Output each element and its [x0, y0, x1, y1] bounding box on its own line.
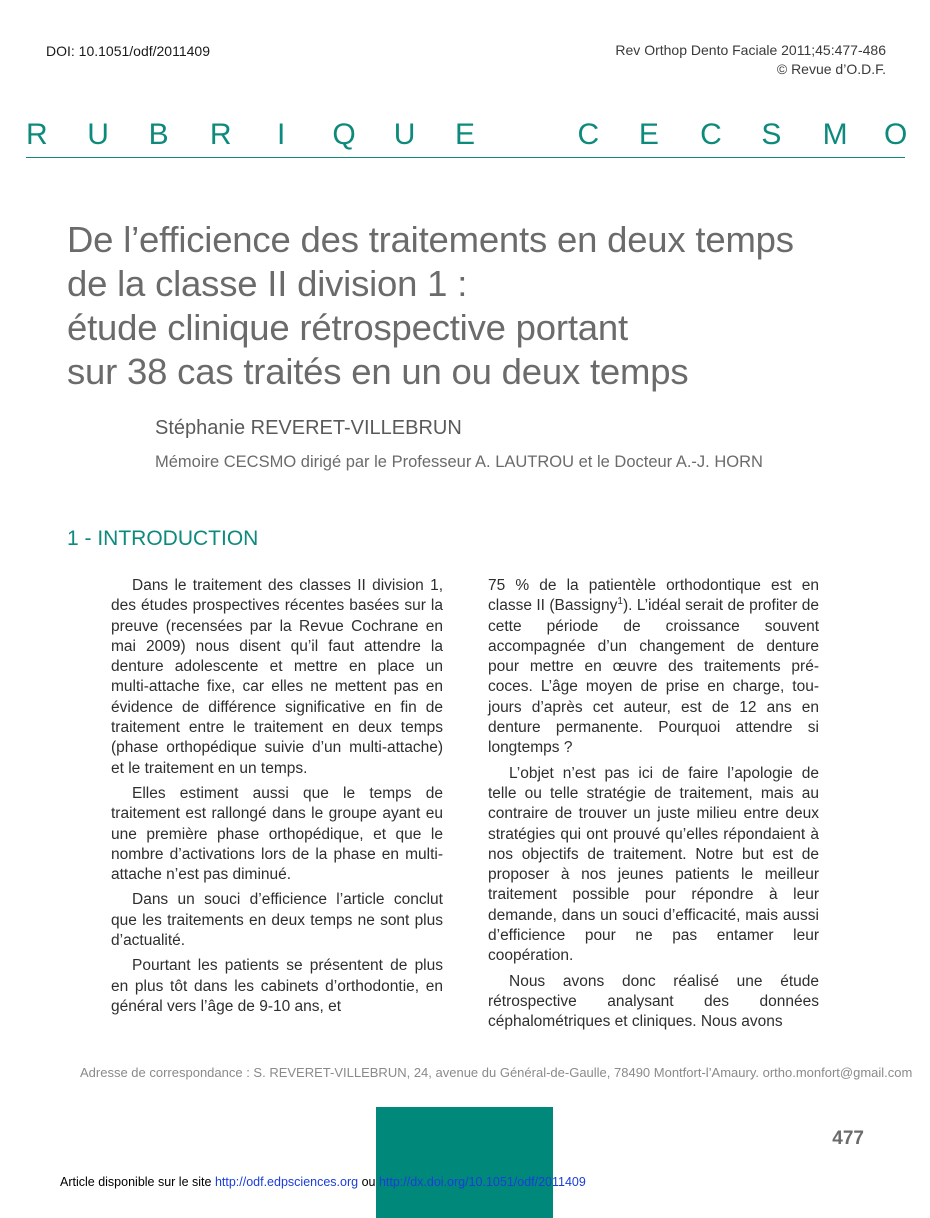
body-column-left — [111, 576, 443, 1022]
rubrique-banner — [26, 118, 908, 152]
rubrique-spacer — [516, 118, 536, 152]
rubrique-letter: E — [638, 118, 659, 151]
journal-reference — [615, 41, 886, 79]
reference-superscript: 1 — [617, 596, 623, 608]
rubrique-letter: U — [87, 118, 109, 151]
body-paragraph: L’objet n’est pas ici de faire l’apologie de telle ou telle stratégie de traitement, mais au contraire de trouver un juste milieu entre deux stratégies qui ont prouvé qu’elles répondaient à nos objectifs de traitement. Notre but est de proposer à nos jeunes patients le meilleur traitement possible pour répondre à leur demande, dans un souci d’efficacité, mais aussi d’efficience pour ne pas entamer leur coopération. — [488, 764, 819, 965]
memoire-supervisors: Mémoire CECSMO dirigé par le Professeur A. LAUTROU et le Docteur A.-J. HORN — [155, 453, 763, 471]
correspondence-address: Adresse de correspondance : S. REVERET-VILLEBRUN, 24, avenue du Général-de-Gaulle, 78490 Montfort-l’Amaury. ortho.monfort@gmail.com — [80, 1065, 913, 1080]
rubrique-letter: E — [454, 118, 475, 151]
rubrique-divider — [26, 157, 905, 158]
rubrique-letter: C — [577, 118, 600, 151]
rubrique-letter: S — [761, 118, 782, 151]
rubrique-letter: Q — [332, 118, 356, 151]
rubrique-letter: R — [209, 118, 232, 151]
rubrique-letter: I — [276, 118, 286, 151]
rubrique-letter: O — [883, 118, 908, 151]
rubrique-letter: C — [700, 118, 722, 151]
journal-copyright: © Revue d’O.D.F. — [776, 61, 886, 77]
rubrique-letter: M — [822, 118, 848, 151]
body-paragraph: Elles estiment aussi que le temps de traitement est rallongé dans le groupe ayant eu une première phase orthopédique, et que le nombre d’activations lors de la phase en multi-attache n’est pas diminué. — [111, 784, 443, 884]
body-text: 75 % de la patientèle orthodontique est en classe II (Bassigny — [488, 577, 819, 615]
body-paragraph: Dans un souci d’efficience l’article conclut que les traitements en deux temps ne sont plus d’actualité. — [111, 891, 443, 950]
page-number: 477 — [832, 1128, 864, 1149]
journal-citation: Rev Orthop Dento Faciale 2011;45:477-486 — [615, 42, 886, 58]
section-heading: 1 - INTRODUCTION — [67, 527, 259, 550]
rubrique-letter: R — [26, 118, 48, 151]
body-text: ). L’idéal serait de profiter de cette période de croissance souvent accompagnée d’un changement de denture pour mettre en œuvre des traitements précoces. L’âge moyen de prise en charge, toujours d’après cet auteur, est de 12 ans en denture permanente. Pourquoi attendre si longtemps ? — [488, 597, 819, 757]
body-paragraph: Pourtant les patients se présentent de plus en plus tôt dans les cabinets d’orthodontie, en général vers l’âge de 9-10 ans, et — [111, 957, 443, 1015]
title-line: sur 38 cas traités en un ou deux temps — [67, 351, 689, 392]
author-name: Stéphanie REVERET-VILLEBRUN — [155, 417, 462, 439]
body-paragraph — [488, 576, 819, 759]
decorative-teal-block — [376, 1107, 553, 1218]
availability-prefix: Article disponible sur le site — [60, 1175, 215, 1189]
site-link[interactable]: http://odf.edpsciences.org — [214, 1175, 359, 1189]
title-line: étude clinique rétrospective portant — [67, 307, 628, 348]
body-paragraph: Dans le traitement des classes II division 1, des études prospectives récentes basées sur la preuve (recensées par la Revue Cochrane en mai 2009) nous disent qu’il faut attendre la denture adolescente et mettre en place un multi-attache fixe, car elles ne mettent pas en évidence de différence significative en fin de traitement entre le traitement en deux temps (phase orthopédique suivie d’un multi-attache) et le traitement en un temps. — [111, 577, 443, 777]
doi-label: DOI: 10.1051/odf/2011409 — [46, 43, 210, 59]
title-line: de la classe II division 1 : — [67, 263, 468, 304]
or-word: ou — [358, 1175, 379, 1189]
article-title — [67, 218, 887, 394]
availability-footer — [60, 1175, 586, 1189]
doi-link[interactable]: http://dx.doi.org/10.1051/odf/2011409 — [378, 1175, 586, 1189]
rubrique-letter: U — [393, 118, 416, 151]
body-paragraph: Nous avons donc réalisé une étude rétrospective analysant des données céphalométriques et cliniques. Nous avons — [488, 972, 819, 1031]
rubrique-letter: B — [148, 118, 169, 151]
body-column-right — [488, 576, 819, 1038]
title-line: De l’efficience des traitements en deux temps — [67, 219, 794, 260]
